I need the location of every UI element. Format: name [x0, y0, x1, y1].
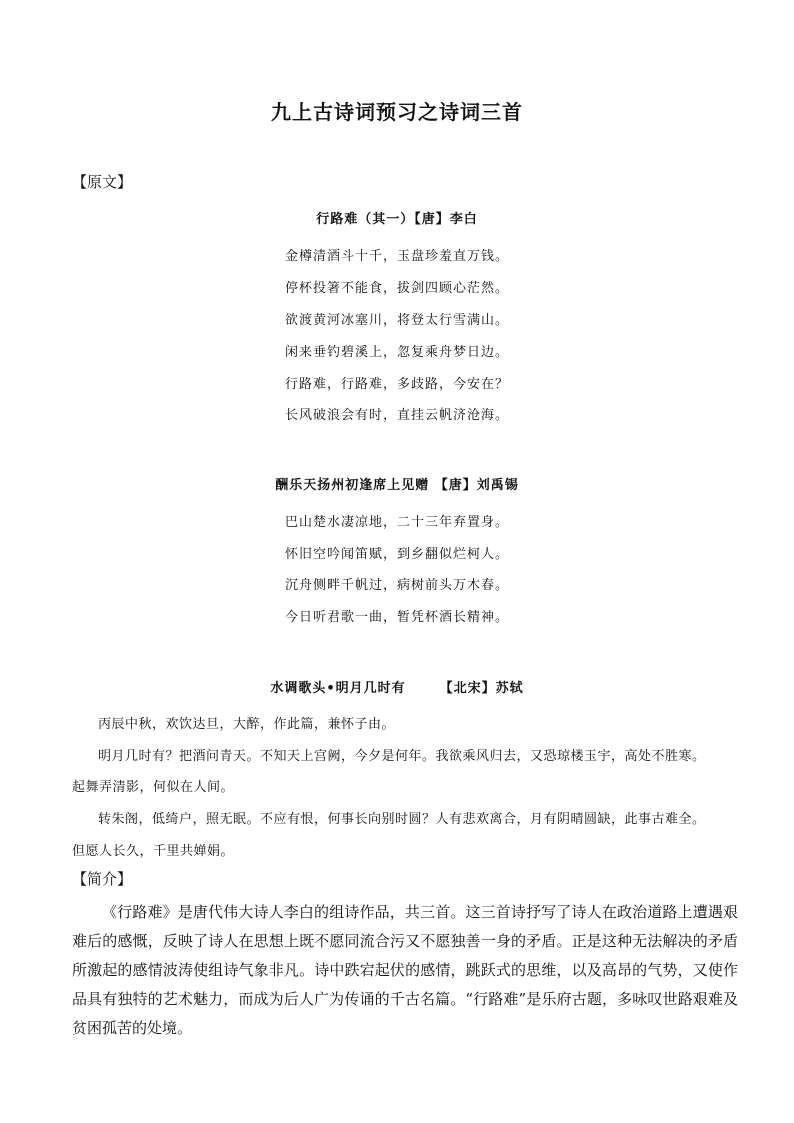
poem3-heading-title: 水调歌头•明月几时有 — [270, 681, 406, 696]
poem1-line: 金樽清酒斗十千，玉盘珍羞直万钱。 — [284, 249, 509, 264]
poem3-para1-line2: 起舞弄清影，何似在人间。 — [72, 780, 235, 795]
intro-label: 【简介】 — [72, 870, 133, 888]
poem1-line: 长风破浪会有时，直挂云帆济沧海。 — [284, 408, 509, 423]
poem3-para1-line1: 明月几时有？把酒问青天。不知天上宫阙，今夕是何年。我欲乘风归去，又恐琼楼玉宇，高处不胜寒。 — [98, 749, 706, 764]
poem3-preface: 丙辰中秋，欢饮达旦，大醉，作此篇，兼怀子由。 — [98, 717, 396, 732]
page-title: 九上古诗词预习之诗词三首 — [271, 100, 523, 124]
poem1-line: 欲渡黄河冰塞川，将登太行雪满山。 — [284, 313, 509, 328]
poem2-line: 今日听君歌一曲，暂凭杯酒长精神。 — [284, 610, 509, 625]
original-text-label: 【原文】 — [72, 173, 133, 191]
poem2-heading: 酬乐天扬州初逢席上见赠 【唐】刘禹锡 — [275, 478, 519, 493]
poem2-line: 怀旧空吟闻笛赋，到乡翻似烂柯人。 — [284, 547, 509, 562]
poem1-line: 闲来垂钓碧溪上，忽复乘舟梦日边。 — [284, 345, 509, 360]
poem1-line: 行路难，行路难，多歧路，今安在？ — [284, 377, 509, 392]
poem3-para2-line2: 但愿人长久，千里共婵娟。 — [72, 844, 235, 859]
poem2-line: 沉舟侧畔千帆过，病树前头万木春。 — [284, 578, 509, 593]
poem3-heading-author: 【北宋】苏轼 — [439, 681, 524, 696]
poem1-heading: 行路难（其一）【唐】李白 — [316, 212, 478, 227]
poem2-line: 巴山楚水凄凉地，二十三年弃置身。 — [284, 515, 509, 530]
poem1-line: 停杯投箸不能食，拔剑四顾心茫然。 — [284, 281, 509, 296]
intro-paragraph: 《行路难》是唐代伟大诗人李白的组诗作品，共三首。这三首诗抒写了诗人在政治道路上遭遇艰难后的感慨，反映了诗人在思想上既不愿同流合污又不愿独善一身的矛盾。正是这种无法解决的矛盾所激起的感情波涛使组诗气象非凡。诗中跌宕起伏的感情，跳跃式的思维，以及高昂的气势，又使作品具有独特的艺术魅力，而成为后人广为传诵的千古名篇。“行路难”是乐府古题，多咏叹世路艰难及贫困孤苦的处境。 — [72, 903, 738, 1037]
poem3-para2-line1: 转朱阁，低绮户，照无眠。不应有恨，何事长向别时圆？人有悲欢离合，月有阴晴圆缺，此事古难全。 — [98, 812, 706, 827]
poem3-heading — [0, 677, 794, 696]
